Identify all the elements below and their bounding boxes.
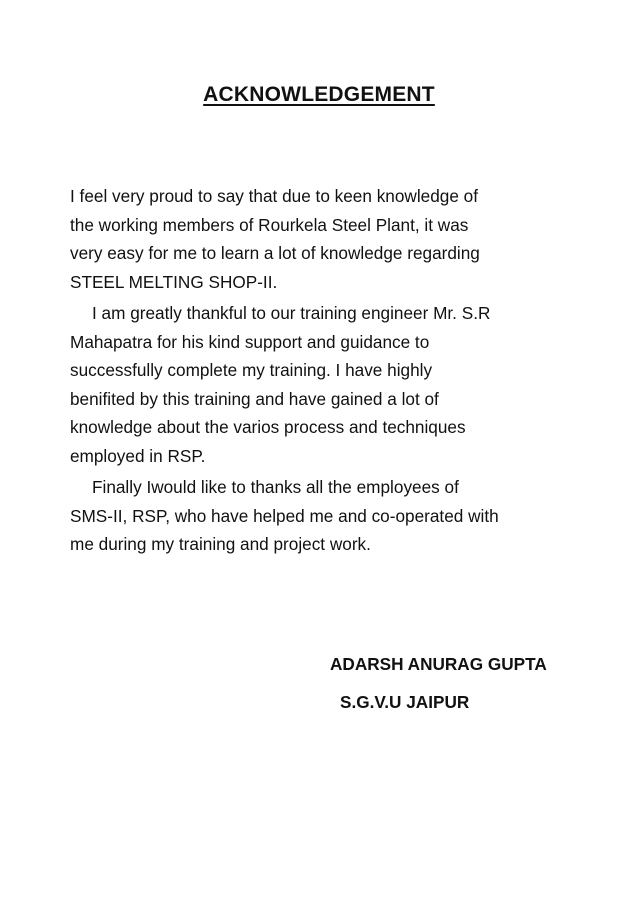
signature-name: ADARSH ANURAG GUPTA	[330, 654, 547, 674]
paragraph-gratitude	[70, 182, 570, 296]
text-line: employed in RSP.	[70, 445, 206, 466]
text-line: SMS-II, RSP, who have helped me and co-operated with	[70, 505, 499, 526]
text-line: Mahapatra for his kind support and guidance to	[70, 331, 430, 352]
text-line: STEEL MELTING SHOP-II.	[70, 271, 278, 292]
text-line: me during my training and project work.	[70, 534, 371, 554]
signature-institution: S.G.V.U JAIPUR	[340, 692, 470, 712]
paragraph-thanks-engineer	[70, 299, 570, 470]
text-line: successfully complete my training. I have highly	[70, 360, 433, 380]
text-line: I feel very proud to say that due to keen knowledge of	[70, 186, 478, 206]
acknowledgement-body	[70, 182, 570, 559]
page-title: ACKNOWLEDGEMENT	[203, 83, 435, 106]
text-line: I am greatly thankful to our training engineer Mr. S.R	[92, 303, 491, 323]
paragraph-thanks-employees	[70, 473, 570, 559]
text-line: very easy for me to learn a lot of knowledge regarding	[70, 243, 480, 263]
text-line: knowledge about the varios process and techniques	[70, 417, 466, 437]
text-line: Finally Iwould like to thanks all the employees of	[92, 477, 459, 497]
text-line: the working members of Rourkela Steel Plant, it was	[70, 214, 469, 235]
text-line: benifited by this training and have gained a lot of	[70, 388, 439, 409]
